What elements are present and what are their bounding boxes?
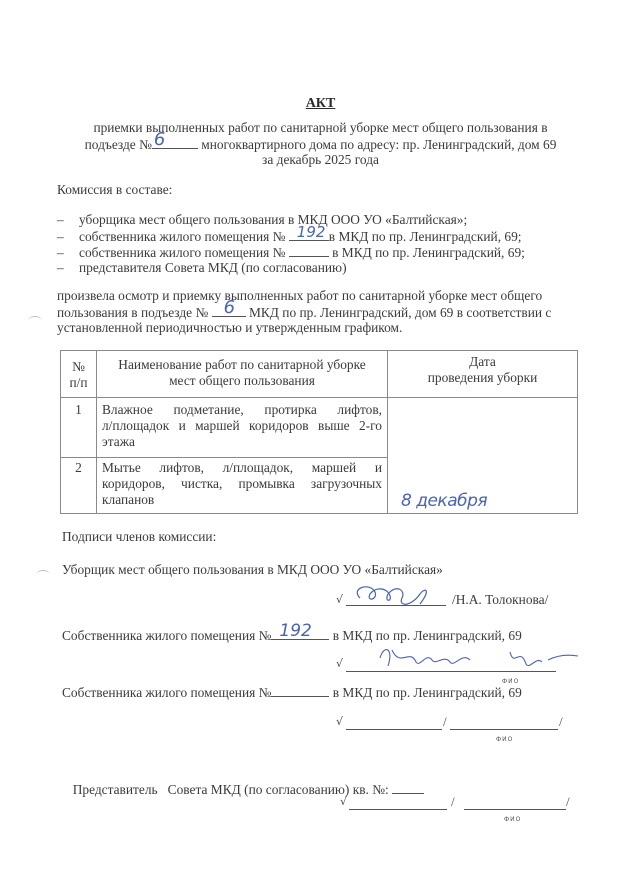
owner2-check-icon: √ — [336, 715, 344, 728]
date-cell[interactable] — [388, 398, 578, 514]
member-suffix: в МКД по пр. Ленинградский, 69; — [332, 245, 525, 260]
statement-line1: произвела осмотр и приемку выполненных работ по санитарной уборке мест общего — [57, 288, 543, 303]
owner1-suffix: в МКД по пр. Ленинградский, 69 — [332, 628, 522, 643]
header-name-line1: Наименование работ по санитарной уборке — [118, 357, 366, 372]
member-prefix: собственника жилого помещения № — [79, 245, 286, 260]
cleaner-signature-icon — [340, 580, 460, 612]
header-num-line1: № — [72, 359, 85, 374]
subtitle-suffix: многоквартирного дома по адресу: пр. Ленинградский, дом 69 — [201, 137, 557, 152]
table-header-row — [61, 351, 578, 398]
owner2-prefix: Собственника жилого помещения № — [62, 685, 272, 700]
header-name — [97, 351, 388, 398]
owner2-apartment-field[interactable] — [289, 244, 329, 257]
commission-member-owner1 — [57, 223, 522, 245]
header-num — [61, 351, 97, 398]
owner1-prefix: Собственника жилого помещения № — [62, 628, 272, 643]
commission-heading: Комиссия в составе: — [57, 182, 173, 197]
member-text: уборщика мест общего пользования в МКД ООО УО «Балтийская»; — [79, 212, 468, 227]
council-signature-line[interactable] — [349, 808, 447, 810]
bullet-dash-icon: – — [57, 212, 64, 227]
works-table — [60, 350, 578, 514]
owner2-suffix: в МКД по пр. Ленинградский, 69 — [332, 685, 522, 700]
row-name-line: Влажное подметание, протирка лифтов, — [102, 402, 382, 417]
owner1-apartment-handwritten: 192 — [296, 223, 326, 241]
bullet-dash-icon: – — [57, 260, 64, 275]
owner2-signature-line[interactable] — [346, 728, 442, 730]
entrance-number-handwritten: 6 — [153, 129, 166, 150]
member-suffix: в МКД по пр. Ленинградский, 69; — [328, 229, 522, 244]
header-date-line2: проведения уборки — [427, 370, 538, 385]
statement-line2 — [57, 297, 552, 321]
row-name-line: л/площадок и маршей коридоров выше 2-го — [102, 418, 382, 433]
statement-suffix: МКД по пр. Ленинградский, дом 69 в соответствии с — [248, 305, 552, 320]
owner1-apartment-field[interactable] — [289, 223, 329, 241]
council-slash-end: / — [566, 794, 570, 809]
scan-mark-icon — [36, 570, 50, 579]
row-name-line: Мытье лифтов, л/площадок, маршей и — [102, 460, 382, 475]
council-text: Представитель Совета МКД (по согласованию) кв. №: — [72, 782, 389, 797]
signatures-heading: Подписи членов комиссии: — [62, 529, 217, 544]
commission-member-owner2 — [57, 244, 525, 261]
statement-entrance-handwritten: 6 — [223, 297, 236, 318]
entrance-number-field[interactable] — [152, 129, 198, 150]
header-name-line2: мест общего пользования — [169, 373, 315, 388]
council-slash: / — [451, 794, 455, 809]
council-fio-line[interactable] — [464, 808, 566, 810]
owner2-slash-end: / — [559, 714, 563, 729]
row-name-line: клапанов — [102, 492, 155, 507]
owner2-fio-line[interactable] — [450, 728, 558, 730]
owner1-fio-label: ФИО — [502, 678, 520, 685]
owner2-sign-apartment-field[interactable] — [271, 684, 329, 697]
cleaner-label: Уборщик мест общего пользования в МКД ООО УО «Балтийская» — [62, 562, 443, 577]
owner1-sign-apartment-handwritten: 192 — [279, 621, 312, 641]
row-name — [97, 398, 388, 458]
date-handwritten: 8 декабря — [401, 491, 488, 511]
council-check-icon: √ — [340, 795, 348, 808]
statement-prefix: пользования в подъезде № — [57, 305, 209, 320]
header-date — [388, 351, 578, 398]
document-subtitle-line3: за декабрь 2025 года — [262, 152, 379, 167]
statement-entrance-field[interactable] — [212, 297, 246, 318]
cleaner-name: /Н.А. Толокнова/ — [452, 592, 549, 607]
owner1-sign-apartment-field[interactable] — [271, 621, 329, 641]
subtitle-prefix: подъезде № — [84, 137, 152, 152]
council-apartment-field[interactable] — [392, 781, 424, 794]
table-row — [61, 398, 578, 458]
owner1-signature-icon — [370, 638, 580, 678]
row-num: 2 — [61, 458, 97, 514]
commission-member-cleaner — [57, 212, 467, 228]
header-date-line1: Дата — [469, 354, 496, 369]
scan-mark-icon — [28, 316, 42, 325]
member-text: представителя Совета МКД (по согласованию) — [79, 260, 347, 275]
bullet-dash-icon: – — [57, 245, 64, 260]
bullet-dash-icon: – — [57, 229, 64, 244]
owner2-label — [62, 684, 522, 701]
council-fio-label: ФИО — [504, 816, 522, 823]
commission-member-council — [57, 260, 347, 276]
cleaner-check-icon: √ — [336, 593, 344, 606]
council-label — [66, 765, 424, 798]
row-num: 1 — [61, 398, 97, 458]
owner2-fio-label: ФИО — [496, 736, 514, 743]
owner2-slash: / — [443, 714, 447, 729]
document-subtitle-line1: приемки выполненных работ по санитарной уборке мест общего пользования в — [93, 120, 548, 135]
statement-line3: установленной периодичностью и утвержденным графиком. — [57, 320, 403, 335]
header-num-line2: п/п — [69, 375, 88, 390]
document-title: АКТ — [305, 96, 336, 111]
owner1-check-icon: √ — [336, 657, 344, 670]
member-prefix: собственника жилого помещения № — [79, 229, 286, 244]
document-subtitle-line2 — [0, 129, 621, 153]
row-name-line: коридоров, чистка, промывка загрузочных — [102, 476, 382, 491]
row-name — [97, 458, 388, 514]
row-name-line: этажа — [102, 434, 135, 449]
